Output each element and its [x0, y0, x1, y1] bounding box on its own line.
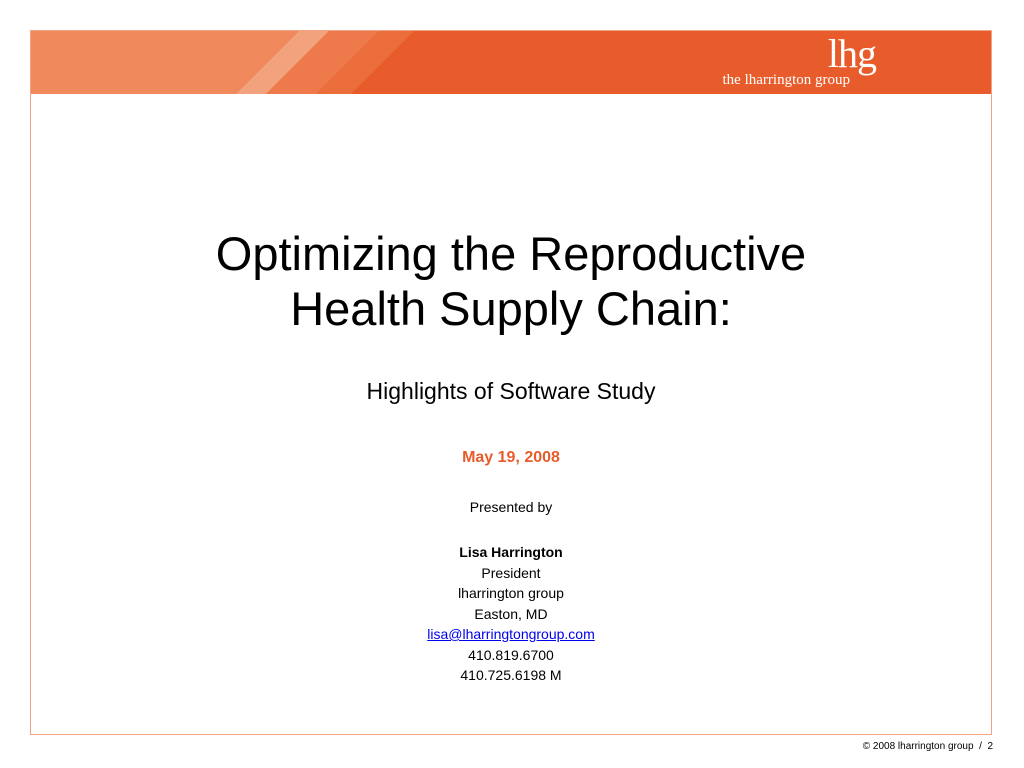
footer-separator: /: [979, 741, 982, 752]
slide-subtitle: Highlights of Software Study: [366, 378, 656, 404]
slide-title: [30, 226, 992, 336]
title-line-1: Optimizing the Reproductive: [215, 227, 807, 280]
presenter-phone: 410.819.6700: [468, 646, 554, 663]
presenter-location: Easton, MD: [474, 605, 548, 622]
logo-mark: lhg: [827, 31, 876, 76]
presenter-role: President: [481, 564, 541, 581]
presented-by-label: Presented by: [469, 499, 553, 515]
presenter-contact: [30, 542, 992, 686]
slide-content: [30, 226, 992, 686]
presentation-date: May 19, 2008: [462, 449, 560, 466]
presenter-company: lharrington group: [458, 585, 564, 601]
presenter-name: Lisa Harrington: [459, 544, 563, 560]
presenter-mobile: 410.725.6198 M: [460, 667, 562, 683]
title-line-2: Health Supply Chain:: [290, 282, 732, 335]
logo-text: the lharrington group: [722, 72, 850, 88]
presenter-email-link[interactable]: lisa@lharringtongroup.com: [427, 626, 595, 642]
slide-footer: [863, 741, 993, 753]
footer-page-number: 2: [987, 741, 993, 752]
footer-copyright: © 2008 lharrington group: [862, 741, 974, 752]
company-logo: [696, 31, 876, 92]
